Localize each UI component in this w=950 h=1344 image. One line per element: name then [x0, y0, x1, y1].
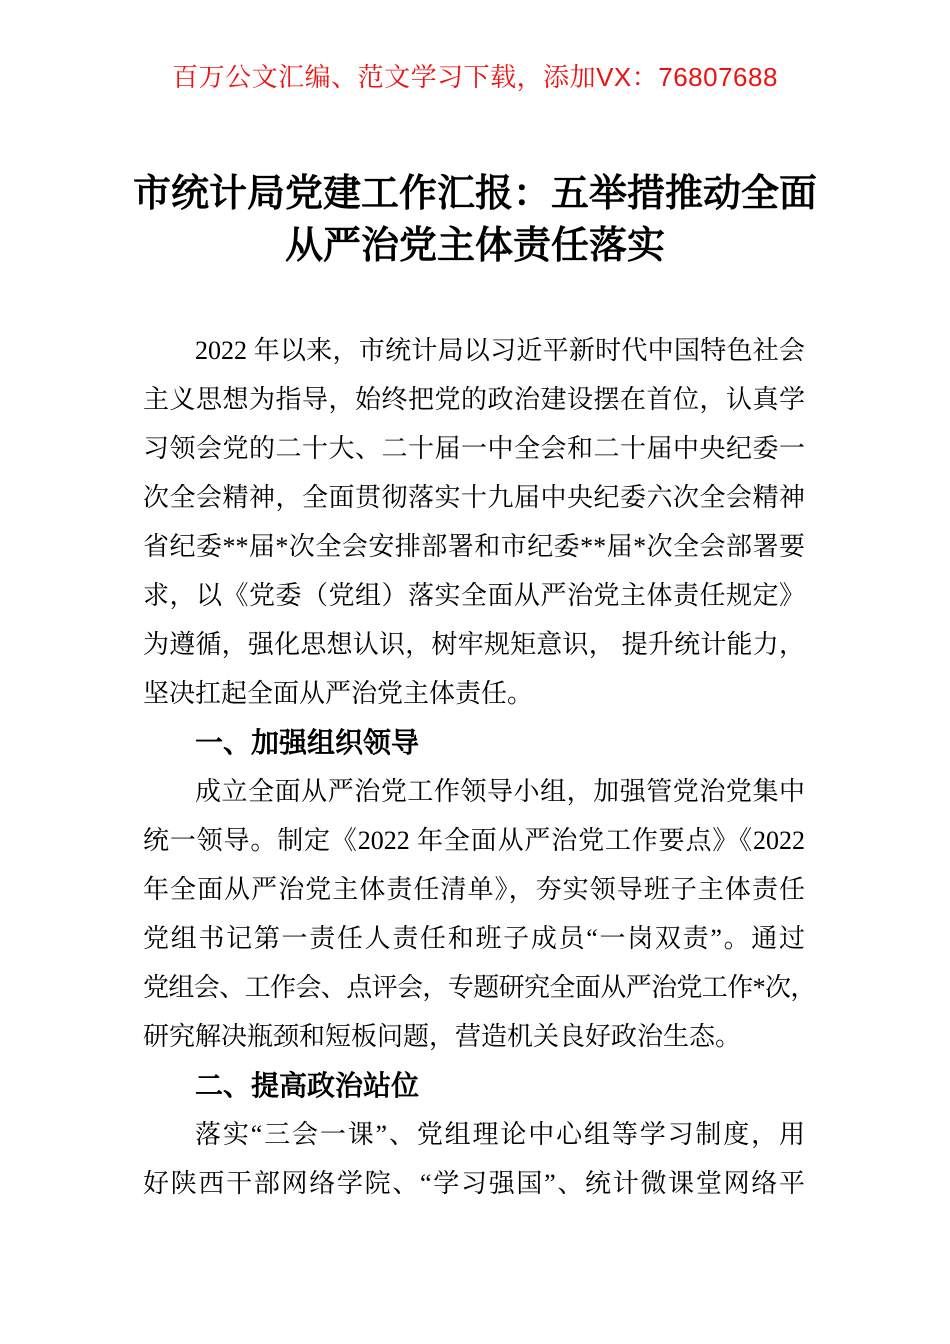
body-line: 成立全面从严治党工作领导小组，加强管党治党集中: [195, 777, 805, 806]
body-line: 次全会精神，全面贯彻落实十九届中央纪委六次全会精神: [143, 483, 805, 512]
body-line: 统一领导。制定《2022 年全面从严治党工作要点》《2022: [143, 826, 805, 855]
title-line-1: 市统计局党建工作汇报：五举措推动全面: [132, 173, 817, 215]
body-line: 年全面从严治党主体责任清单》，夯实领导班子主体责任: [143, 875, 805, 904]
body-line: 2022 年以来，市统计局以习近平新时代中国特色社会: [195, 336, 805, 365]
body-line: 落实“三会一课”、党组理论中心组等学习制度，用: [195, 1120, 805, 1149]
body-line: 党组书记第一责任人责任和班子成员“一岗双责”。通过: [143, 924, 805, 953]
document-body: [143, 326, 816, 1208]
section-heading-2: 二、提高政治站位: [195, 1070, 420, 1101]
body-line: 为遵循，强化思想认识，树牢规矩意识， 提升统计能力，: [143, 630, 805, 659]
body-line: 坚决扛起全面从严治党主体责任。: [143, 679, 534, 708]
section-heading-1: 一、加强组织领导: [195, 727, 420, 758]
body-line: 研究解决瓶颈和短板问题，营造机关良好政治生态。: [143, 1022, 742, 1051]
body-line: 习领会党的二十大、二十届一中全会和二十届中央纪委一: [143, 434, 805, 463]
body-line: 好陕西干部网络学院、“学习强国”、统计微课堂网络平: [143, 1169, 805, 1198]
body-line: 省纪委**届*次全会安排部署和市纪委**届*次全会部署要: [143, 532, 805, 561]
promo-notice: 百万公文汇编、范文学习下载，添加VX：76807688: [172, 62, 778, 92]
body-line: 求，以《党委（党组）落实全面从严治党主体责任规定》: [143, 581, 805, 610]
document-title: [0, 168, 950, 272]
body-line: 主义思想为指导，始终把党的政治建设摆在首位，认真学: [143, 385, 805, 414]
title-line-2: 从严治党主体责任落实: [284, 225, 665, 267]
body-line: 党组会、工作会、点评会，专题研究全面从严治党工作*次，: [143, 973, 816, 1002]
